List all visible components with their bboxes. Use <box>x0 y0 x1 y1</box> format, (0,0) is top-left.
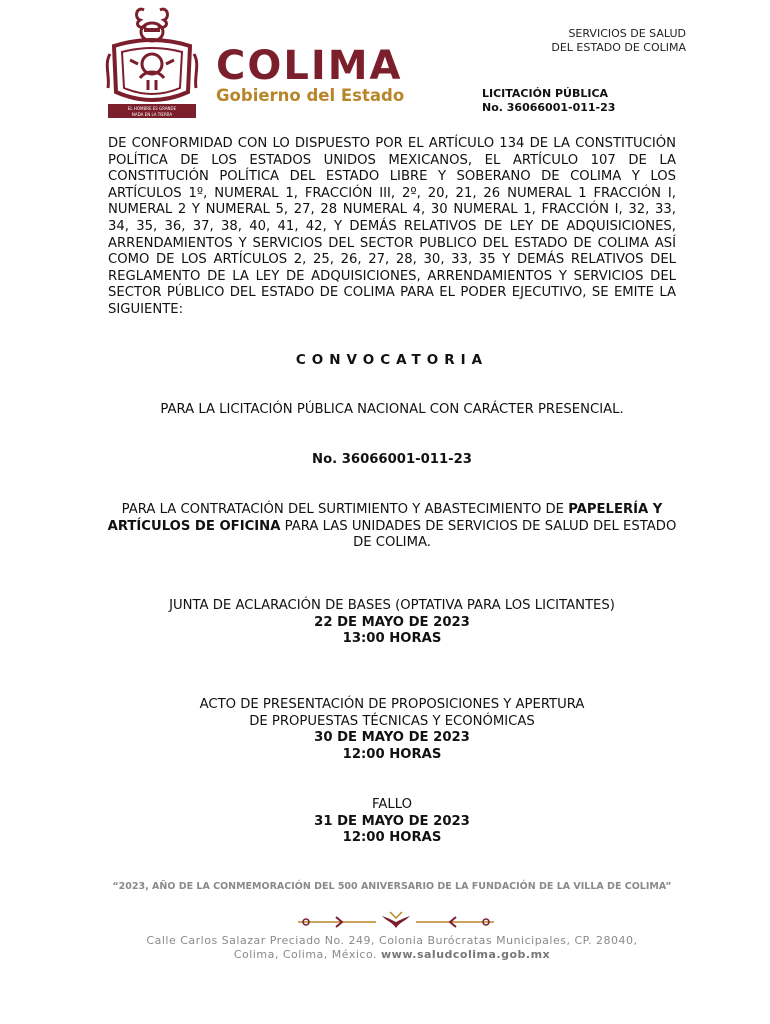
ornament-divider-icon <box>296 908 496 936</box>
purpose-text-start: PARA LA CONTRATACIÓN DEL SURTIMIENTO Y ABASTECIMIENTO DE <box>121 502 569 517</box>
event-date: 31 DE MAYO DE 2023 <box>314 813 470 829</box>
legal-basis-paragraph: DE CONFORMIDAD CON LO DISPUESTO POR EL ARTÍCULO 134 DE LA CONSTITUCIÓN POLÍTICA DE LOS ESTADOS UNIDOS MEXICANOS, EL ARTÍCULO 107 DE LA CONSTITUCIÓN POLÍTICA DEL ESTADO LIBRE Y SOBERANO DE COLIMA Y LOS ARTÍCULOS 1º, NUMERAL 1, FRACCIÓN III, 2º, 20, 21, 26 NUMERAL 1 FRACCIÓN I, NUMERAL 2 Y NUMERAL 5, 27, 28 NUMERAL 4, 30 NUMERAL 1, FRACCIÓN I, 32, 33, 34, 35, 36, 37, 38, 40, 41, 42, Y DEMÁS RELATIVOS DE LEY DE ADQUISICIONES, ARRENDAMIENTOS Y SERVICIOS DEL SECTOR PUBLICO DEL ESTADO DE COLIMA ASÍ COMO DE LOS ARTÍCULOS 2, 25, 26, 27, 28, 30, 33, 35 Y DEMÁS RELATIVOS DEL REGLAMENTO DE LA LEY DE ADQUISICIONES, ARRENDAMIENTOS Y SERVICIOS DEL SECTOR PÚBLICO DEL ESTADO DE COLIMA PARA EL PODER EJECUTIVO, SE EMITE LA SIGUIENTE: <box>108 136 676 317</box>
website-link[interactable]: www.saludcolima.gob.mx <box>381 948 551 961</box>
svg-text:NADA EN LA TIERRA: NADA EN LA TIERRA <box>131 112 173 117</box>
footer-address <box>110 934 674 962</box>
tender-purpose <box>100 502 684 552</box>
event-time: 12:00 HORAS <box>342 830 442 846</box>
tender-type: PARA LA LICITACIÓN PÚBLICA NACIONAL CON CARÁCTER PRESENCIAL. <box>160 402 624 417</box>
agency-line-2: DEL ESTADO DE COLIMA <box>551 41 686 54</box>
event-title: JUNTA DE ACLARACIÓN DE BASES (OPTATIVA PARA LOS LICITANTES) <box>169 598 615 613</box>
event-date: 30 DE MAYO DE 2023 <box>314 730 470 746</box>
state-crest-icon <box>104 4 200 122</box>
svg-text:EL HOMBRE ES GRANDE: EL HOMBRE ES GRANDE <box>127 106 177 111</box>
tender-number-center: No. 36066001-011-23 <box>312 452 472 467</box>
event-date: 22 DE MAYO DE 2023 <box>314 614 470 630</box>
address-line-2 <box>110 948 674 962</box>
event-title: FALLO <box>372 797 412 812</box>
event-title-line-2: DE PROPUESTAS TÉCNICAS Y ECONÓMICAS <box>249 713 535 729</box>
address-city: Colima, Colima, México. <box>233 948 381 961</box>
purpose-text-end: PARA LAS UNIDADES DE SERVICIOS DE SALUD DEL ESTADO DE COLIMA. <box>280 518 677 551</box>
event-fallo <box>100 797 684 847</box>
event-title-line-1: ACTO DE PRESENTACIÓN DE PROPOSICIONES Y APERTURA <box>199 697 585 712</box>
agency-name <box>486 27 686 55</box>
agency-line-1: SERVICIOS DE SALUD <box>568 27 686 40</box>
footer-motto: “2023, AÑO DE LA CONMEMORACIÓN DEL 500 ANIVERSARIO DE LA FUNDACIÓN DE LA VILLA DE COLIMA” <box>112 881 672 892</box>
brand-logo <box>216 44 416 106</box>
tender-number: No. 36066001-011-23 <box>482 101 616 114</box>
address-line-1: Calle Carlos Salazar Preciado No. 249, Colonia Burócratas Municipales, CP. 28040, <box>146 934 638 947</box>
tender-label: LICITACIÓN PÚBLICA <box>482 87 609 100</box>
event-time: 13:00 HORAS <box>342 631 442 647</box>
tender-header <box>482 87 662 115</box>
event-presentacion-propuestas <box>100 697 684 763</box>
event-time: 12:00 HORAS <box>342 746 442 762</box>
brand-subtitle: Gobierno del Estado <box>216 86 405 105</box>
convocatoria-title: CONVOCATORIA <box>295 352 489 368</box>
event-junta-aclaracion <box>100 598 684 648</box>
purpose-items: PAPELERÍA Y ARTÍCULOS DE OFICINA <box>107 502 663 534</box>
brand-title: COLIMA <box>216 43 403 89</box>
